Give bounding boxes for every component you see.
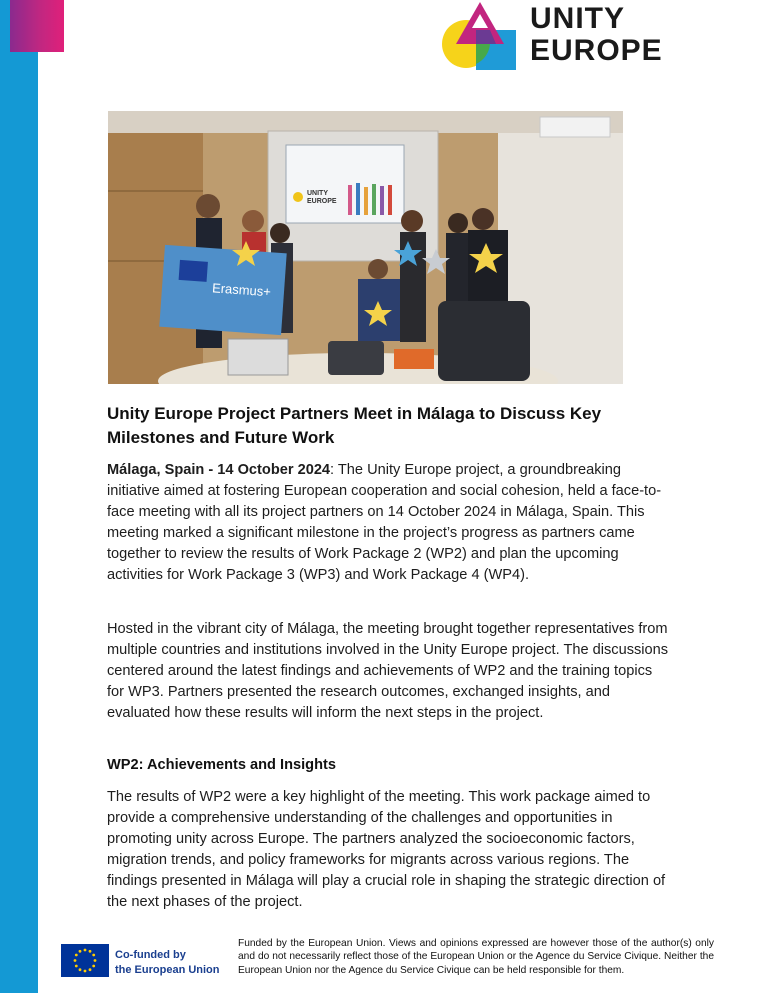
dateline: Málaga, Spain - 14 October 2024 bbox=[107, 462, 331, 478]
paragraph-hosted: Hosted in the vibrant city of Málaga, the meeting brought together representatives from multiple countries and institutions involved in the Unity Europe project. The discussions centered around the latest findings and achievements of WP2 and the training topics for WP3. Partners presented the research outcomes, exchanged insights, and evaluated how these results will inform the next steps in the project. bbox=[107, 621, 669, 721]
eu-flag-icon bbox=[61, 944, 109, 977]
logo-word-europe: EUROPE bbox=[530, 34, 663, 67]
unity-europe-logo bbox=[440, 0, 670, 72]
side-bar bbox=[0, 0, 38, 993]
erasmus-banner-text: Erasmus+ bbox=[211, 280, 272, 300]
section-heading-wp2: WP2: Achievements and Insights bbox=[107, 757, 336, 773]
meeting-photo-illustration bbox=[108, 111, 623, 384]
cofunded-label bbox=[115, 948, 220, 978]
logo-mark-icon bbox=[440, 0, 520, 72]
funding-disclaimer: Funded by the European Union. Views and opinions expressed are however those of the author(s) only and do not necessarily reflect those of the European Union or the Agence du Service Civique. Neither the European Union nor the Agence du Service Civique can be held responsible for them. bbox=[238, 938, 714, 976]
logo-word-unity: UNITY bbox=[530, 2, 625, 35]
paragraph-wp2: The results of WP2 were a key highlight of the meeting. This work package aimed to provide a comprehensive understanding of the challenges and opportunities in promoting unity across Europe. The partners analyzed the socioeconomic factors, migration trends, and policy frameworks for migrants across various regions. The findings presented in Málaga will play a crucial role in shaping the strategic direction of the next phases of the project. bbox=[107, 789, 666, 910]
cofunded-line2: the European Union bbox=[115, 964, 220, 976]
meeting-photo bbox=[108, 111, 623, 384]
side-accent-block bbox=[10, 0, 64, 52]
paragraph-intro bbox=[107, 460, 672, 586]
intro-body: : The Unity Europe project, a groundbreaking initiative aimed at fostering European cooperation and social cohesion, held a face-to-face meeting with all its project partners on 14 October 2024 in Málaga, Spain. This meeting marked a significant milestone in the project’s progress as partners came together to review the results of Work Package 2 (WP2) and plan the upcoming activities for Work Package 3 (WP3) and Work Package 4 (WP4). bbox=[107, 462, 662, 583]
screen-logo-line1: UNITY bbox=[307, 190, 328, 197]
article-headline: Unity Europe Project Partners Meet in Málaga to Discuss Key Milestones and Future Work bbox=[107, 404, 602, 447]
cofunded-line1: Co-funded by bbox=[115, 949, 186, 961]
screen-logo-line2: EUROPE bbox=[307, 198, 337, 205]
